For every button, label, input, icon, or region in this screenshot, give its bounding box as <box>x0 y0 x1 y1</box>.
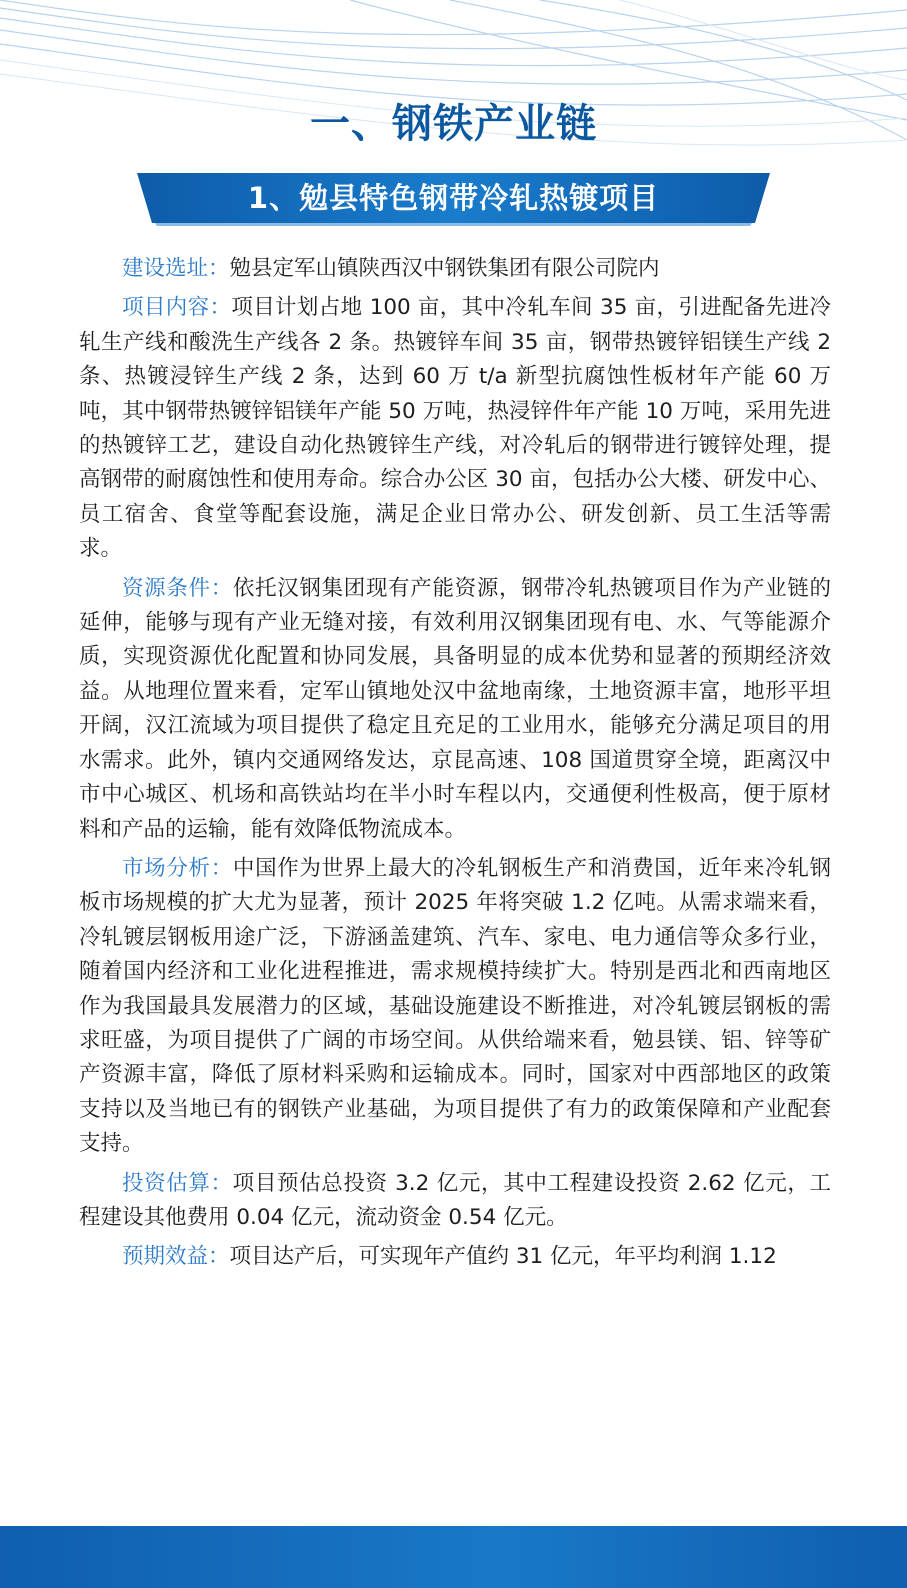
footer-bar <box>0 1526 907 1588</box>
paragraph-resources <box>79 572 831 847</box>
text-resources: 依托汉钢集团现有产能资源，钢带冷轧热镀项目作为产业链的延伸，能够与现有产业无缝对接，有效利用汉钢集团现有电、水、气等能源介质，实现资源优化配置和协同发展，具备明显的成本优势和显著的预期经济效益。从地理位置来看，定军山镇地处汉中盆地南缘，土地资源丰富，地形平坦开阔，汉江流域为项目提供了稳定且充足的工业用水，能够充分满足项目的用水需求。此外，镇内交通网络发达，京昆高速、108 国道贯穿全境，距离汉中市中心城区、机场和高铁站均在半小时车程以内，交通便利性极高，便于原材料和产品的运输，能有效降低物流成本。 <box>79 575 831 842</box>
paragraph-content <box>79 291 831 566</box>
text-investment: 项目预估总投资 3.2 亿元，其中工程建设投资 2.62 亿元，工程建设其他费用 0.04 亿元，流动资金 0.54 亿元。 <box>79 1170 831 1230</box>
text-market: 中国作为世界上最大的冷轧钢板生产和消费国，近年来冷轧钢板市场规模的扩大尤为显著，预计 2025 年将突破 1.2 亿吨。从需求端来看，冷轧镀层钢板用途广泛，下游涵盖建筑、汽车、家电、电力通信等众多行业，随着国内经济和工业化进程推进，需求规模持续扩大。特别是西北和西南地区作为我国最具发展潜力的区域，基础设施建设不断推进，对冷轧镀层钢板的需求旺盛，为项目提供了广阔的市场空间。从供给端来看，勉县镁、铝、锌等矿产资源丰富，降低了原材料采购和运输成本。同时，国家对中西部地区的政策支持以及当地已有的钢铁产业基础，为项目提供了有力的政策保障和产业配套支持。 <box>79 855 831 1157</box>
label-resources: 资源条件： <box>122 575 233 601</box>
section-banner <box>137 173 770 226</box>
paragraph-benefit <box>79 1240 831 1274</box>
paragraph-market <box>79 852 831 1162</box>
label-market: 市场分析： <box>122 855 233 881</box>
paragraph-investment <box>79 1167 831 1236</box>
label-benefit: 预期效益： <box>122 1244 230 1270</box>
text-content: 项目计划占地 100 亩，其中冷轧车间 35 亩，引进配备先进冷轧生产线和酸洗生产线各 2 条。热镀锌车间 35 亩，钢带热镀锌铝镁生产线 2 条、热镀浸锌生产线 2 条，达到 60 万 t/a 新型抗腐蚀性板材年产能 60 万吨，其中钢带热镀锌铝镁年产能 50 万吨，热浸锌件年产能 10 万吨，采用先进的热镀锌工艺，建设自动化热镀锌生产线，对冷轧后的钢带进行镀锌处理，提高钢带的耐腐蚀性和使用寿命。综合办公区 30 亩，包括办公大楼、研发中心、员工宿舍、食堂等配套设施，满足企业日常办公、研发创新、员工生活等需求。 <box>79 295 831 562</box>
body-text <box>79 252 831 1280</box>
page-title: 一、钢铁产业链 <box>310 101 597 147</box>
text-location: 勉县定军山镇陕西汉中钢铁集团有限公司院内 <box>229 256 660 281</box>
text-benefit: 项目达产后，可实现年产值约 31 亿元，年平均利润 1.12 <box>229 1244 777 1270</box>
paragraph-location <box>79 252 831 286</box>
label-content: 项目内容： <box>122 295 232 321</box>
section-subtitle: 1、勉县特色钢带冷轧热镀项目 <box>247 181 660 215</box>
label-location: 建设选址： <box>122 256 230 281</box>
label-investment: 投资估算： <box>122 1170 233 1196</box>
